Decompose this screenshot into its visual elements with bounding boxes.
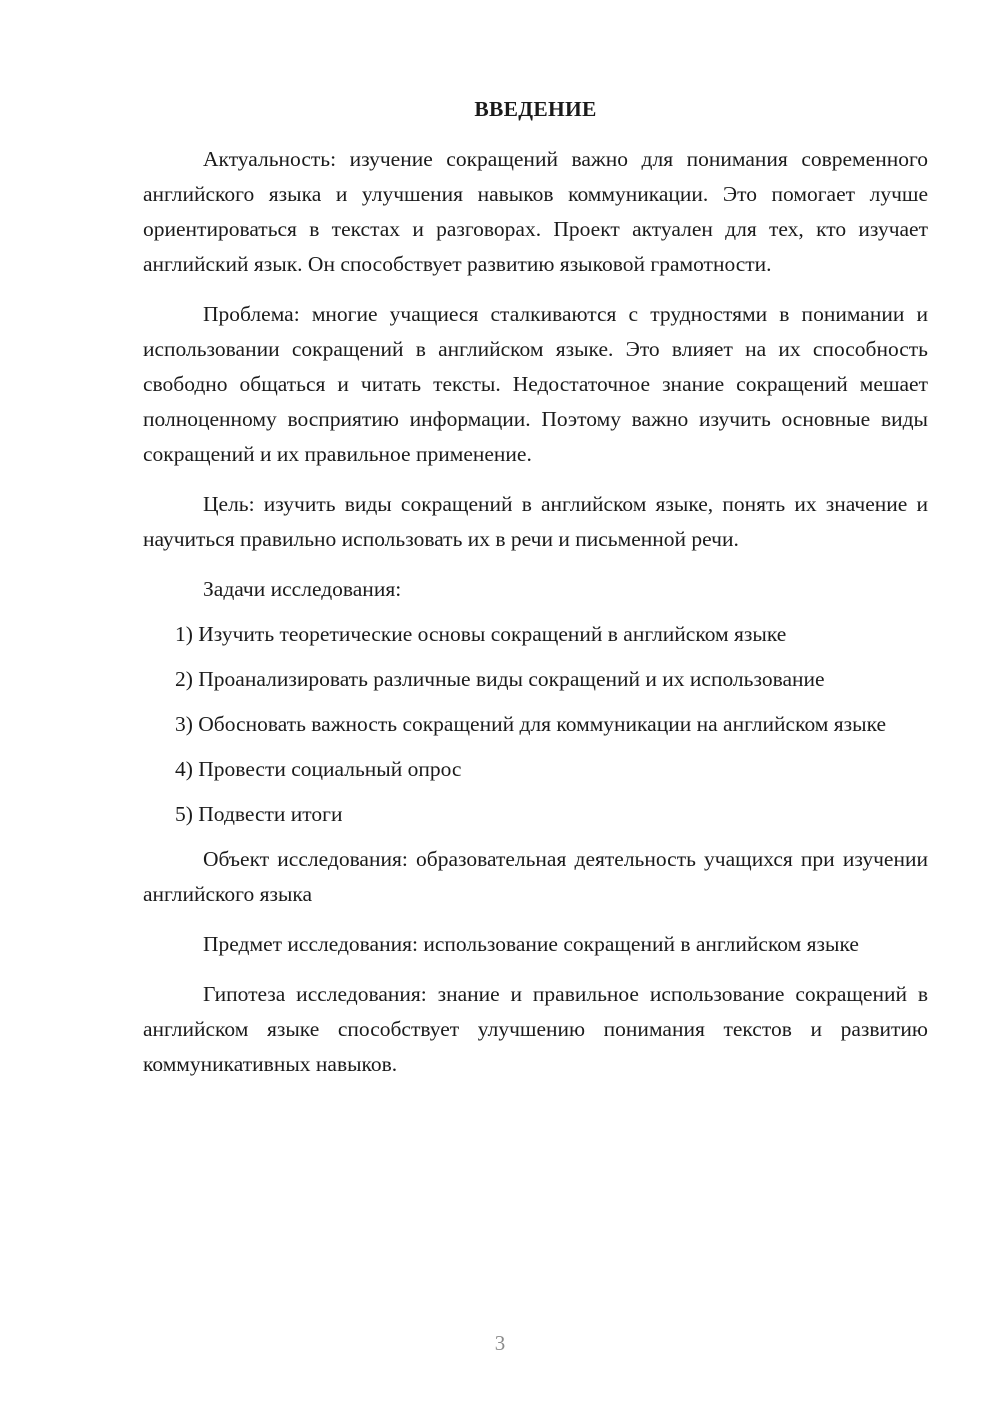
task-item-2: 2) Проанализировать различные виды сокращений и их использование bbox=[175, 667, 825, 691]
task-item-1: 1) Изучить теоретические основы сокращений в английском языке bbox=[175, 622, 787, 646]
page-title: ВВЕДЕНИЕ bbox=[474, 97, 597, 121]
page-number: 3 bbox=[494, 1331, 506, 1355]
hypothesis-paragraph: Гипотеза исследования: знание и правильное использование сокращений в английском языке способствует улучшению понимания текстов и развитию коммуникативных навыков. bbox=[143, 982, 928, 1076]
tasks-heading: Задачи исследования: bbox=[203, 577, 402, 601]
task-item-4: 4) Провести социальный опрос bbox=[175, 757, 462, 781]
object-paragraph: Объект исследования: образовательная деятельность учащихся при изучении английского языка bbox=[143, 847, 928, 906]
problem-paragraph: Проблема: многие учащиеся сталкиваются с трудностями в понимании и использовании сокращений в английском языке. Это влияет на их способность свободно общаться и читать тексты. Недостаточное знание сокращений мешает полноценному восприятию информации. Поэтому важно изучить основные виды сокращений и их правильное применение. bbox=[143, 302, 928, 466]
task-item-3: 3) Обосновать важность сокращений для коммуникации на английском языке bbox=[175, 712, 887, 736]
relevance-paragraph: Актуальность: изучение сокращений важно для понимания современного английского языка и улучшения навыков коммуникации. Это помогает лучше ориентироваться в текстах и разговорах. Проект актуален для тех, кто изучает английский язык. Он способствует развитию языковой грамотности. bbox=[143, 147, 928, 276]
goal-paragraph: Цель: изучить виды сокращений в английском языке, понять их значение и научиться правильно использовать их в речи и письменной речи. bbox=[143, 492, 928, 551]
subject-paragraph: Предмет исследования: использование сокращений в английском языке bbox=[203, 932, 859, 956]
page-content bbox=[143, 92, 928, 1097]
task-item-5: 5) Подвести итоги bbox=[175, 802, 343, 826]
